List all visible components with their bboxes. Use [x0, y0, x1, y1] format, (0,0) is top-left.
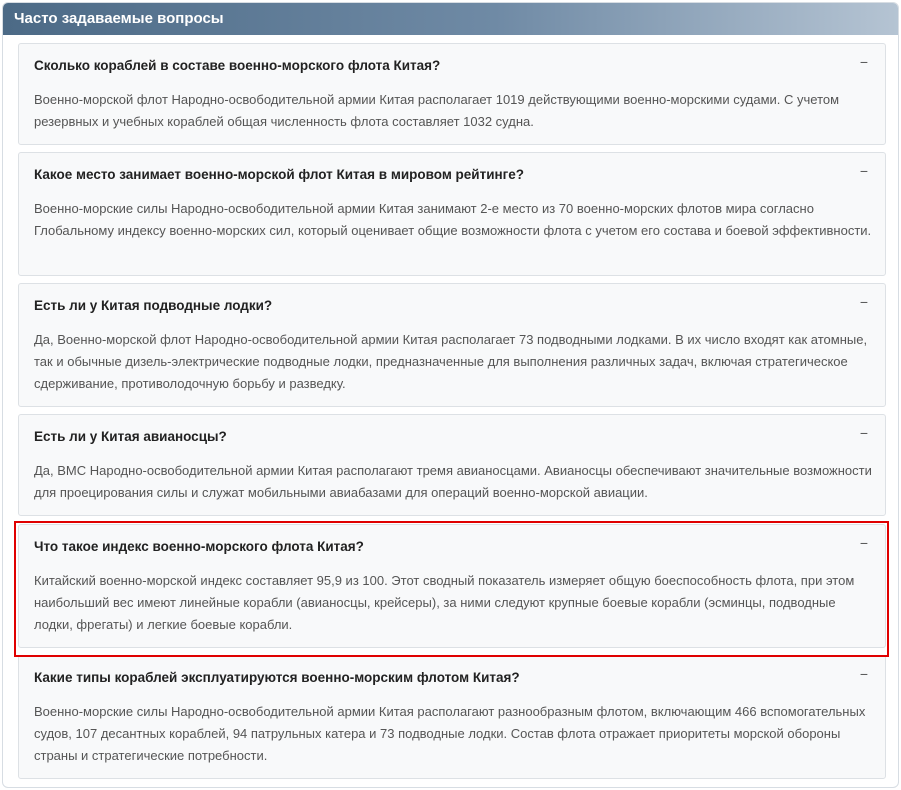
faq-answer: Военно-морские силы Народно-освободительной армии Китая занимают 2-е место из 70 военно-морских флотов мира согласно Глобальному индексу военно-морских сил, который оценивает общие возможности флота с учетом его состава и боевой эффективности.: [34, 201, 872, 238]
collapse-icon[interactable]: −: [859, 535, 869, 551]
faq-question[interactable]: Есть ли у Китая подводные лодки?: [34, 298, 273, 313]
faq-question[interactable]: Какие типы кораблей эксплуатируются военно-морским флотом Китая?: [34, 670, 520, 685]
faq-question[interactable]: Есть ли у Китая авианосцы?: [34, 429, 227, 444]
collapse-icon[interactable]: −: [859, 163, 869, 179]
collapse-icon[interactable]: −: [859, 425, 869, 441]
faq-answer: Да, Военно-морской флот Народно-освободительной армии Китая располагает 73 подводными лодками. В их число входят как атомные, так и обычные дизель-электрические подводные лодки, предназначенные для выполнения различных задач, включая стратегическое сдерживание, противолодочную борьбу и разведку.: [34, 332, 868, 391]
faq-item-3[interactable]: [18, 283, 886, 407]
faq-item-2[interactable]: [18, 152, 886, 276]
collapse-icon[interactable]: −: [859, 294, 869, 310]
faq-question[interactable]: Что такое индекс военно-морского флота Китая?: [34, 539, 364, 554]
faq-item-4[interactable]: [18, 414, 886, 516]
panel-title: Часто задаваемые вопросы: [3, 3, 898, 35]
faq-answer: Военно-морской флот Народно-освободительной армии Китая располагает 1019 действующими военно-морскими судами. С учетом резервных и учебных кораблей общая численность флота составляет 1032 судна.: [34, 92, 840, 129]
faq-question[interactable]: Сколько кораблей в составе военно-морского флота Китая?: [34, 58, 441, 73]
faq-answer: Китайский военно-морской индекс составляет 95,9 из 100. Этот сводный показатель измеряет общую боеспособность флота, при этом наибольший вес имеют линейные корабли (авианосцы, крейсеры), за ними следуют крупные боевые корабли (эсминцы, подводные лодки, фрегаты) и легкие боевые корабли.: [34, 573, 855, 632]
collapse-icon[interactable]: −: [859, 54, 869, 70]
faq-answer: Военно-морские силы Народно-освободительной армии Китая располагают разнообразным флотом, включающим 466 вспомогательных судов, 107 десантных кораблей, 94 патрульных катера и 73 подводные лодки. Состав флота отражает приоритеты морской обороны страны и стратегические потребности.: [34, 704, 866, 763]
faq-question[interactable]: Какое место занимает военно-морской флот Китая в мировом рейтинге?: [34, 167, 525, 182]
faq-answer: Да, ВМС Народно-освободительной армии Китая располагают тремя авианосцами. Авианосцы обеспечивают значительные возможности для проецирования силы и служат мобильными авиабазами для операций военно-морской авиации.: [34, 463, 872, 500]
faq-panel: [2, 2, 899, 788]
collapse-icon[interactable]: −: [859, 666, 869, 682]
faq-item-6[interactable]: [18, 655, 886, 779]
faq-item-1[interactable]: [18, 43, 886, 145]
faq-item-5[interactable]: [18, 524, 886, 648]
